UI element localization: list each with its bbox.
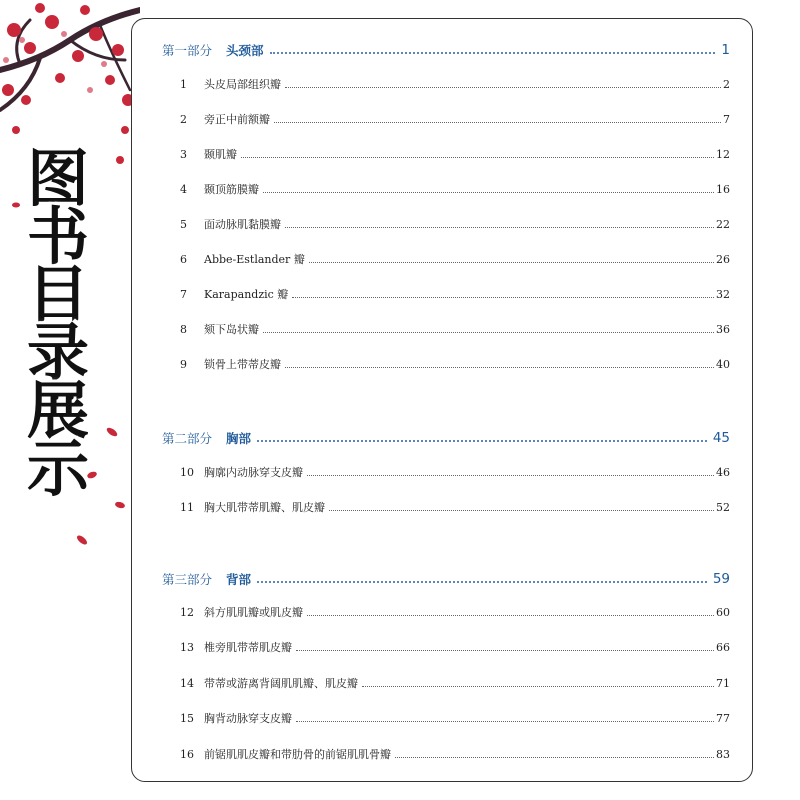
leader-dots (257, 581, 707, 583)
entry-number: 14 (180, 676, 194, 690)
entry-title: 头皮局部组织瓣 (204, 78, 281, 91)
entry-title: 前锯肌肌皮瓣和带肋骨的前锯肌肌骨瓣 (204, 748, 391, 761)
entry-title: 颞肌瓣 (204, 148, 237, 161)
toc-entry[interactable] (180, 746, 730, 762)
toc-entry[interactable] (180, 356, 730, 372)
entry-page: 46 (716, 465, 730, 479)
part-page: 45 (712, 430, 730, 446)
leader-dots (309, 262, 714, 263)
entry-title: 胸廓内动脉穿支皮瓣 (204, 466, 303, 479)
entry-title: 颞顶筋膜瓣 (204, 183, 259, 196)
banner-char: 录 (26, 316, 89, 389)
leader-dots (329, 510, 714, 511)
entry-number: 6 (180, 252, 187, 266)
entry-number: 11 (180, 500, 194, 514)
toc-entry[interactable] (180, 216, 730, 232)
leader-dots (296, 721, 714, 722)
entry-number: 4 (180, 182, 187, 196)
banner-char: 目 (26, 258, 89, 331)
entry-number: 3 (180, 147, 187, 161)
toc-card (131, 18, 753, 782)
entry-page: 12 (716, 147, 730, 161)
leader-dots (263, 192, 714, 193)
part-title: 头颈部 (226, 43, 264, 58)
toc-entry[interactable] (180, 710, 730, 726)
leader-dots (285, 367, 714, 368)
part-label: 第一部分 (162, 43, 213, 58)
toc-entry[interactable] (180, 76, 730, 92)
entry-number: 10 (180, 465, 194, 479)
entry-title: 面动脉肌黏膜瓣 (204, 218, 281, 231)
leader-dots (292, 297, 714, 298)
leader-dots (270, 52, 716, 54)
entry-page: 71 (716, 676, 730, 690)
entry-page: 32 (716, 287, 730, 301)
entry-title: 颏下岛状瓣 (204, 323, 259, 336)
entry-title: 胸大肌带蒂肌瓣、肌皮瓣 (204, 501, 325, 514)
leader-dots (307, 475, 714, 476)
banner-char: 展 (26, 374, 89, 447)
toc-entry[interactable] (180, 639, 730, 655)
leader-dots (241, 157, 714, 158)
entry-number: 9 (180, 357, 187, 371)
entry-title: 胸背动脉穿支皮瓣 (204, 712, 292, 725)
entry-page: 40 (716, 357, 730, 371)
entry-number: 16 (180, 747, 194, 761)
entry-title: 椎旁肌带蒂肌皮瓣 (204, 641, 292, 654)
entry-number: 2 (180, 112, 187, 126)
toc-entry[interactable] (180, 111, 730, 127)
banner-char: 书 (26, 200, 89, 273)
entry-number: 7 (180, 287, 187, 301)
entry-title: 带蒂或游离背阔肌肌瓣、肌皮瓣 (204, 677, 358, 690)
toc-entry[interactable] (180, 604, 730, 620)
part-page: 1 (721, 42, 730, 58)
leader-dots (285, 87, 721, 88)
entry-page: 66 (716, 640, 730, 654)
leader-dots (285, 227, 714, 228)
toc-entry[interactable] (180, 675, 730, 691)
entry-page: 36 (716, 322, 730, 336)
entry-number: 5 (180, 217, 187, 231)
entry-page: 16 (716, 182, 730, 196)
leader-dots (263, 332, 714, 333)
toc-entry[interactable] (180, 251, 730, 267)
part-title: 背部 (226, 572, 252, 587)
leader-dots (274, 122, 721, 123)
toc-entry[interactable] (180, 499, 730, 515)
entry-number: 8 (180, 322, 187, 336)
part-label: 第三部分 (162, 572, 213, 587)
entry-number: 13 (180, 640, 194, 654)
part-heading[interactable] (162, 41, 730, 59)
entry-title: 旁正中前额瓣 (204, 113, 270, 126)
part-label: 第二部分 (162, 431, 213, 446)
part-heading[interactable] (162, 429, 730, 447)
entry-page: 22 (716, 217, 730, 231)
toc-entry[interactable] (180, 181, 730, 197)
leader-dots (362, 686, 714, 687)
entry-page: 83 (716, 747, 730, 761)
entry-title: Karapandzic 瓣 (204, 288, 289, 301)
toc-entry[interactable] (180, 286, 730, 302)
entry-title: 斜方肌肌瓣或肌皮瓣 (204, 606, 303, 619)
entry-page: 7 (723, 112, 730, 126)
entry-page: 2 (723, 77, 730, 91)
leader-dots (257, 440, 707, 442)
banner-title (18, 142, 98, 505)
part-title: 胸部 (226, 431, 252, 446)
entry-page: 26 (716, 252, 730, 266)
toc-entry[interactable] (180, 146, 730, 162)
banner-char: 示 (26, 432, 89, 505)
leader-dots (307, 615, 714, 616)
leader-dots (395, 757, 714, 758)
entry-page: 52 (716, 500, 730, 514)
entry-title: 锁骨上带蒂皮瓣 (204, 358, 281, 371)
entry-title: Abbe-Estlander 瓣 (204, 253, 305, 266)
leader-dots (296, 650, 714, 651)
toc-entry[interactable] (180, 464, 730, 480)
entry-page: 60 (716, 605, 730, 619)
entry-page: 77 (716, 711, 730, 725)
banner-char: 图 (26, 142, 89, 215)
entry-number: 15 (180, 711, 194, 725)
toc-entry[interactable] (180, 321, 730, 337)
part-page: 59 (712, 571, 730, 587)
entry-number: 1 (180, 77, 187, 91)
entry-number: 12 (180, 605, 194, 619)
part-heading[interactable] (162, 570, 730, 588)
